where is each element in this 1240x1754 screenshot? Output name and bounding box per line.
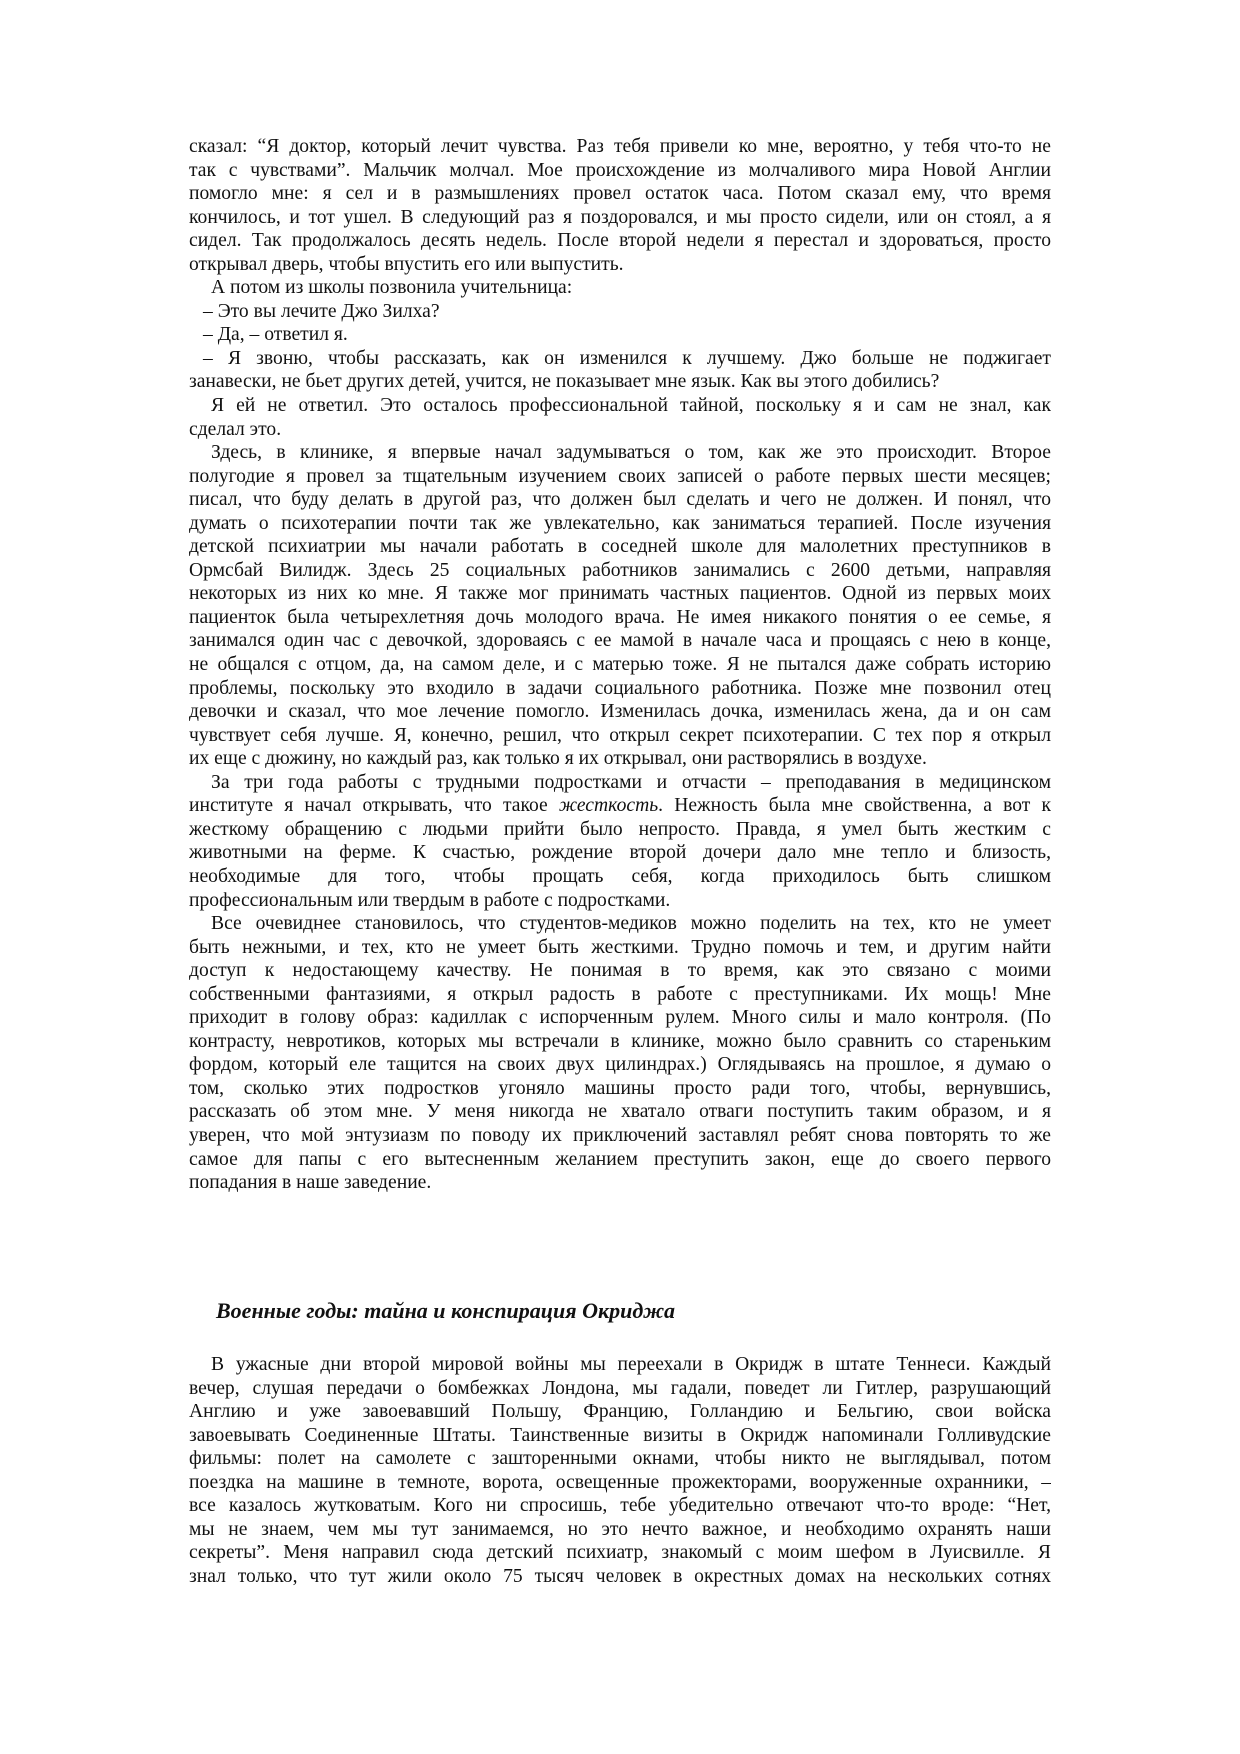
text-line: том, сколько этих подростков угоняло машины просто ради того, чтобы, вернувшись, bbox=[189, 1077, 1051, 1099]
text-line: детской психиатрии мы начали работать в соседней школе для малолетних преступников в bbox=[189, 536, 1051, 558]
section-heading: Военные годы: тайна и конспирация Окриджа bbox=[216, 1298, 675, 1323]
text-line: необходимые для того, чтобы прощать себя, когда приходилось быть слишком bbox=[189, 865, 1051, 887]
text-line: пациенток была четырехлетняя дочь молодого врача. Не имея никакого понятия о ее семье, я bbox=[189, 606, 1051, 628]
emphasized-term: жесткость bbox=[558, 795, 659, 817]
text-line: открывал дверь, чтобы впустить его или выпустить. bbox=[189, 253, 624, 275]
text-line: попадания в наше заведение. bbox=[189, 1172, 432, 1194]
text-line: контрасту, невротиков, которых мы встречали в клинике, можно было сравнить со стареньким bbox=[189, 1030, 1051, 1052]
text-line: фильмы: полет на самолете с зашторенными окнами, чтобы никто не выглядывал, потом bbox=[189, 1448, 1051, 1470]
text-line: чувствует себя лучше. Я, конечно, решил, что открыл секрет психотерапии. С тех пор я открыл bbox=[189, 724, 1051, 746]
text-line: Здесь, в клинике, я впервые начал задумываться о том, как же это происходит. Второе bbox=[211, 442, 1051, 464]
text-line: полугодие я провел за тщательным изучением своих записей о работе первых шести месяцев; bbox=[189, 465, 1051, 487]
text-line: рассказать об этом мне. У меня никогда не хватало отваги поступить таким образом, и я bbox=[189, 1101, 1051, 1123]
text-line: уверен, что мой энтузиазм по поводу их приключений заставлял ребят снова повторять то же bbox=[189, 1124, 1051, 1146]
text-line: занавески, не бьет других детей, учится, не показывает мне язык. Как вы этого добились? bbox=[189, 371, 940, 393]
text-segment: институте я начал открывать, что такое bbox=[189, 795, 559, 817]
text-line: доступ к недостающему качеству. Не понимая в то время, как это связано с моими bbox=[189, 960, 1051, 982]
text-line: некоторых из них ко мне. Я также мог принимать частных пациентов. Одной из первых моих bbox=[189, 583, 1051, 605]
text-line: вечер, слушая передачи о бомбежках Лондона, мы гадали, поведет ли Гитлер, разрушающий bbox=[189, 1377, 1051, 1399]
text-line: поездка на машине в темноте, ворота, освещенные прожекторами, вооруженные охранники, – bbox=[189, 1471, 1051, 1493]
text-line: мы не знаем, чем мы тут занимаемся, но это нечто важное, и необходимо охранять наши bbox=[189, 1518, 1051, 1540]
body-text-section-1 bbox=[189, 135, 1051, 1195]
text-line: – Я звоню, чтобы рассказать, как он изменился к лучшему. Джо больше не поджигает bbox=[203, 347, 1051, 369]
text-line: быть нежными, и тех, кто не умеет быть жесткими. Трудно помочь и тем, и другим найти bbox=[189, 936, 1051, 958]
body-text-section-2 bbox=[189, 1353, 1051, 1588]
text-line: их еще с дюжину, но каждый раз, как только я их открывал, они растворялись в воздухе. bbox=[189, 748, 927, 770]
text-line: профессиональным или твердым в работе с подростками. bbox=[189, 889, 671, 911]
text-line: фордом, который еле тащится на своих двух цилиндрах.) Оглядываясь на прошлое, я думаю о bbox=[189, 1054, 1051, 1076]
text-line: кончилось, и тот ушел. В следующий раз я поздоровался, и мы просто сидели, или он стоял, а я bbox=[189, 206, 1051, 228]
text-line bbox=[189, 794, 1051, 818]
text-line: сидел. Так продолжалось десять недель. После второй недели я перестал и здороваться, просто bbox=[189, 230, 1051, 252]
text-line: проблемы, поскольку это входило в задачи социального работника. Позже мне позвонил отец bbox=[189, 677, 1051, 699]
text-line: знал только, что тут жили около 75 тысяч человек в окрестных домах на нескольких сотнях bbox=[189, 1565, 1051, 1587]
text-line: писал, что буду делать в другой раз, что должен был сделать и чего не должен. И понял, что bbox=[189, 489, 1051, 511]
text-line: За три года работы с трудными подростками и отчасти – преподавания в медицинском bbox=[211, 771, 1051, 793]
text-line: так с чувствами”. Мальчик молчал. Мое происхождение из молчаливого мира Новой Англии bbox=[189, 159, 1051, 181]
text-line: животными на ферме. К счастью, рождение второй дочери дало мне тепло и близость, bbox=[189, 842, 1051, 864]
text-line: думать о психотерапии почти так же увлекательно, как заниматься терапией. После изучения bbox=[189, 512, 1051, 534]
text-line: завоевывать Соединенные Штаты. Таинственные визиты в Окридж напоминали Голливудские bbox=[189, 1424, 1051, 1446]
text-line: самое для папы с его вытесненным желанием преступить закон, еще до своего первого bbox=[189, 1148, 1051, 1170]
text-line: собственными фантазиями, я открыл радость в работе с преступниками. Их мощь! Мне bbox=[189, 983, 1051, 1005]
text-line: Ормсбай Вилидж. Здесь 25 социальных работников занимались с 2600 детьми, направляя bbox=[189, 559, 1051, 581]
text-line: приходит в голову образ: кадиллак с испорченным рулем. Много силы и мало контроля. (По bbox=[189, 1007, 1051, 1029]
text-line: все казалось жутковатым. Кого ни спросишь, тебе убедительно отвечают что-то вроде: “Нет, bbox=[189, 1495, 1051, 1517]
text-line: В ужасные дни второй мировой войны мы переехали в Окридж в штате Теннеси. Каждый bbox=[211, 1354, 1051, 1375]
text-line: сказал: “Я доктор, который лечит чувства. Раз тебя привели ко мне, вероятно, у тебя что-то не bbox=[189, 136, 1051, 157]
text-line: занимался один час с девочкой, здороваясь с ее мамой в начале часа и прощаясь с нею в конце, bbox=[189, 630, 1051, 652]
text-line: сделал это. bbox=[189, 418, 282, 440]
text-line: жесткому обращению с людьми прийти было непросто. Правда, я умел быть жестким с bbox=[189, 818, 1051, 840]
text-line: не общался с отцом, да, на самом деле, и с матерью тоже. Я не пытался даже собрать историю bbox=[189, 654, 1051, 676]
text-line: секреты”. Меня направил сюда детский психиатр, знакомый с моим шефом в Луисвилле. Я bbox=[189, 1542, 1051, 1564]
text-line: помогло мне: я сел и в размышлениях провел остаток часа. Потом сказал ему, что время bbox=[189, 183, 1051, 205]
text-line: – Это вы лечите Джо Зилха? bbox=[203, 300, 440, 322]
text-segment: . Нежность была мне свойственна, а вот к bbox=[658, 795, 1051, 817]
text-line: девочки и сказал, что мое лечение помогло. Изменилась дочка, изменилась жена, да и он сам bbox=[189, 701, 1051, 723]
text-line: – Да, – ответил я. bbox=[203, 324, 348, 346]
text-line: А потом из школы позвонила учительница: bbox=[211, 277, 573, 299]
text-line: Англию и уже завоевавший Польшу, Францию, Голландию и Бельгию, свои войска bbox=[189, 1401, 1051, 1423]
text-line: Я ей не ответил. Это осталось профессиональной тайной, поскольку я и сам не знал, как bbox=[211, 395, 1051, 417]
text-line: Все очевиднее становилось, что студентов-медиков можно поделить на тех, кто не умеет bbox=[211, 913, 1051, 935]
